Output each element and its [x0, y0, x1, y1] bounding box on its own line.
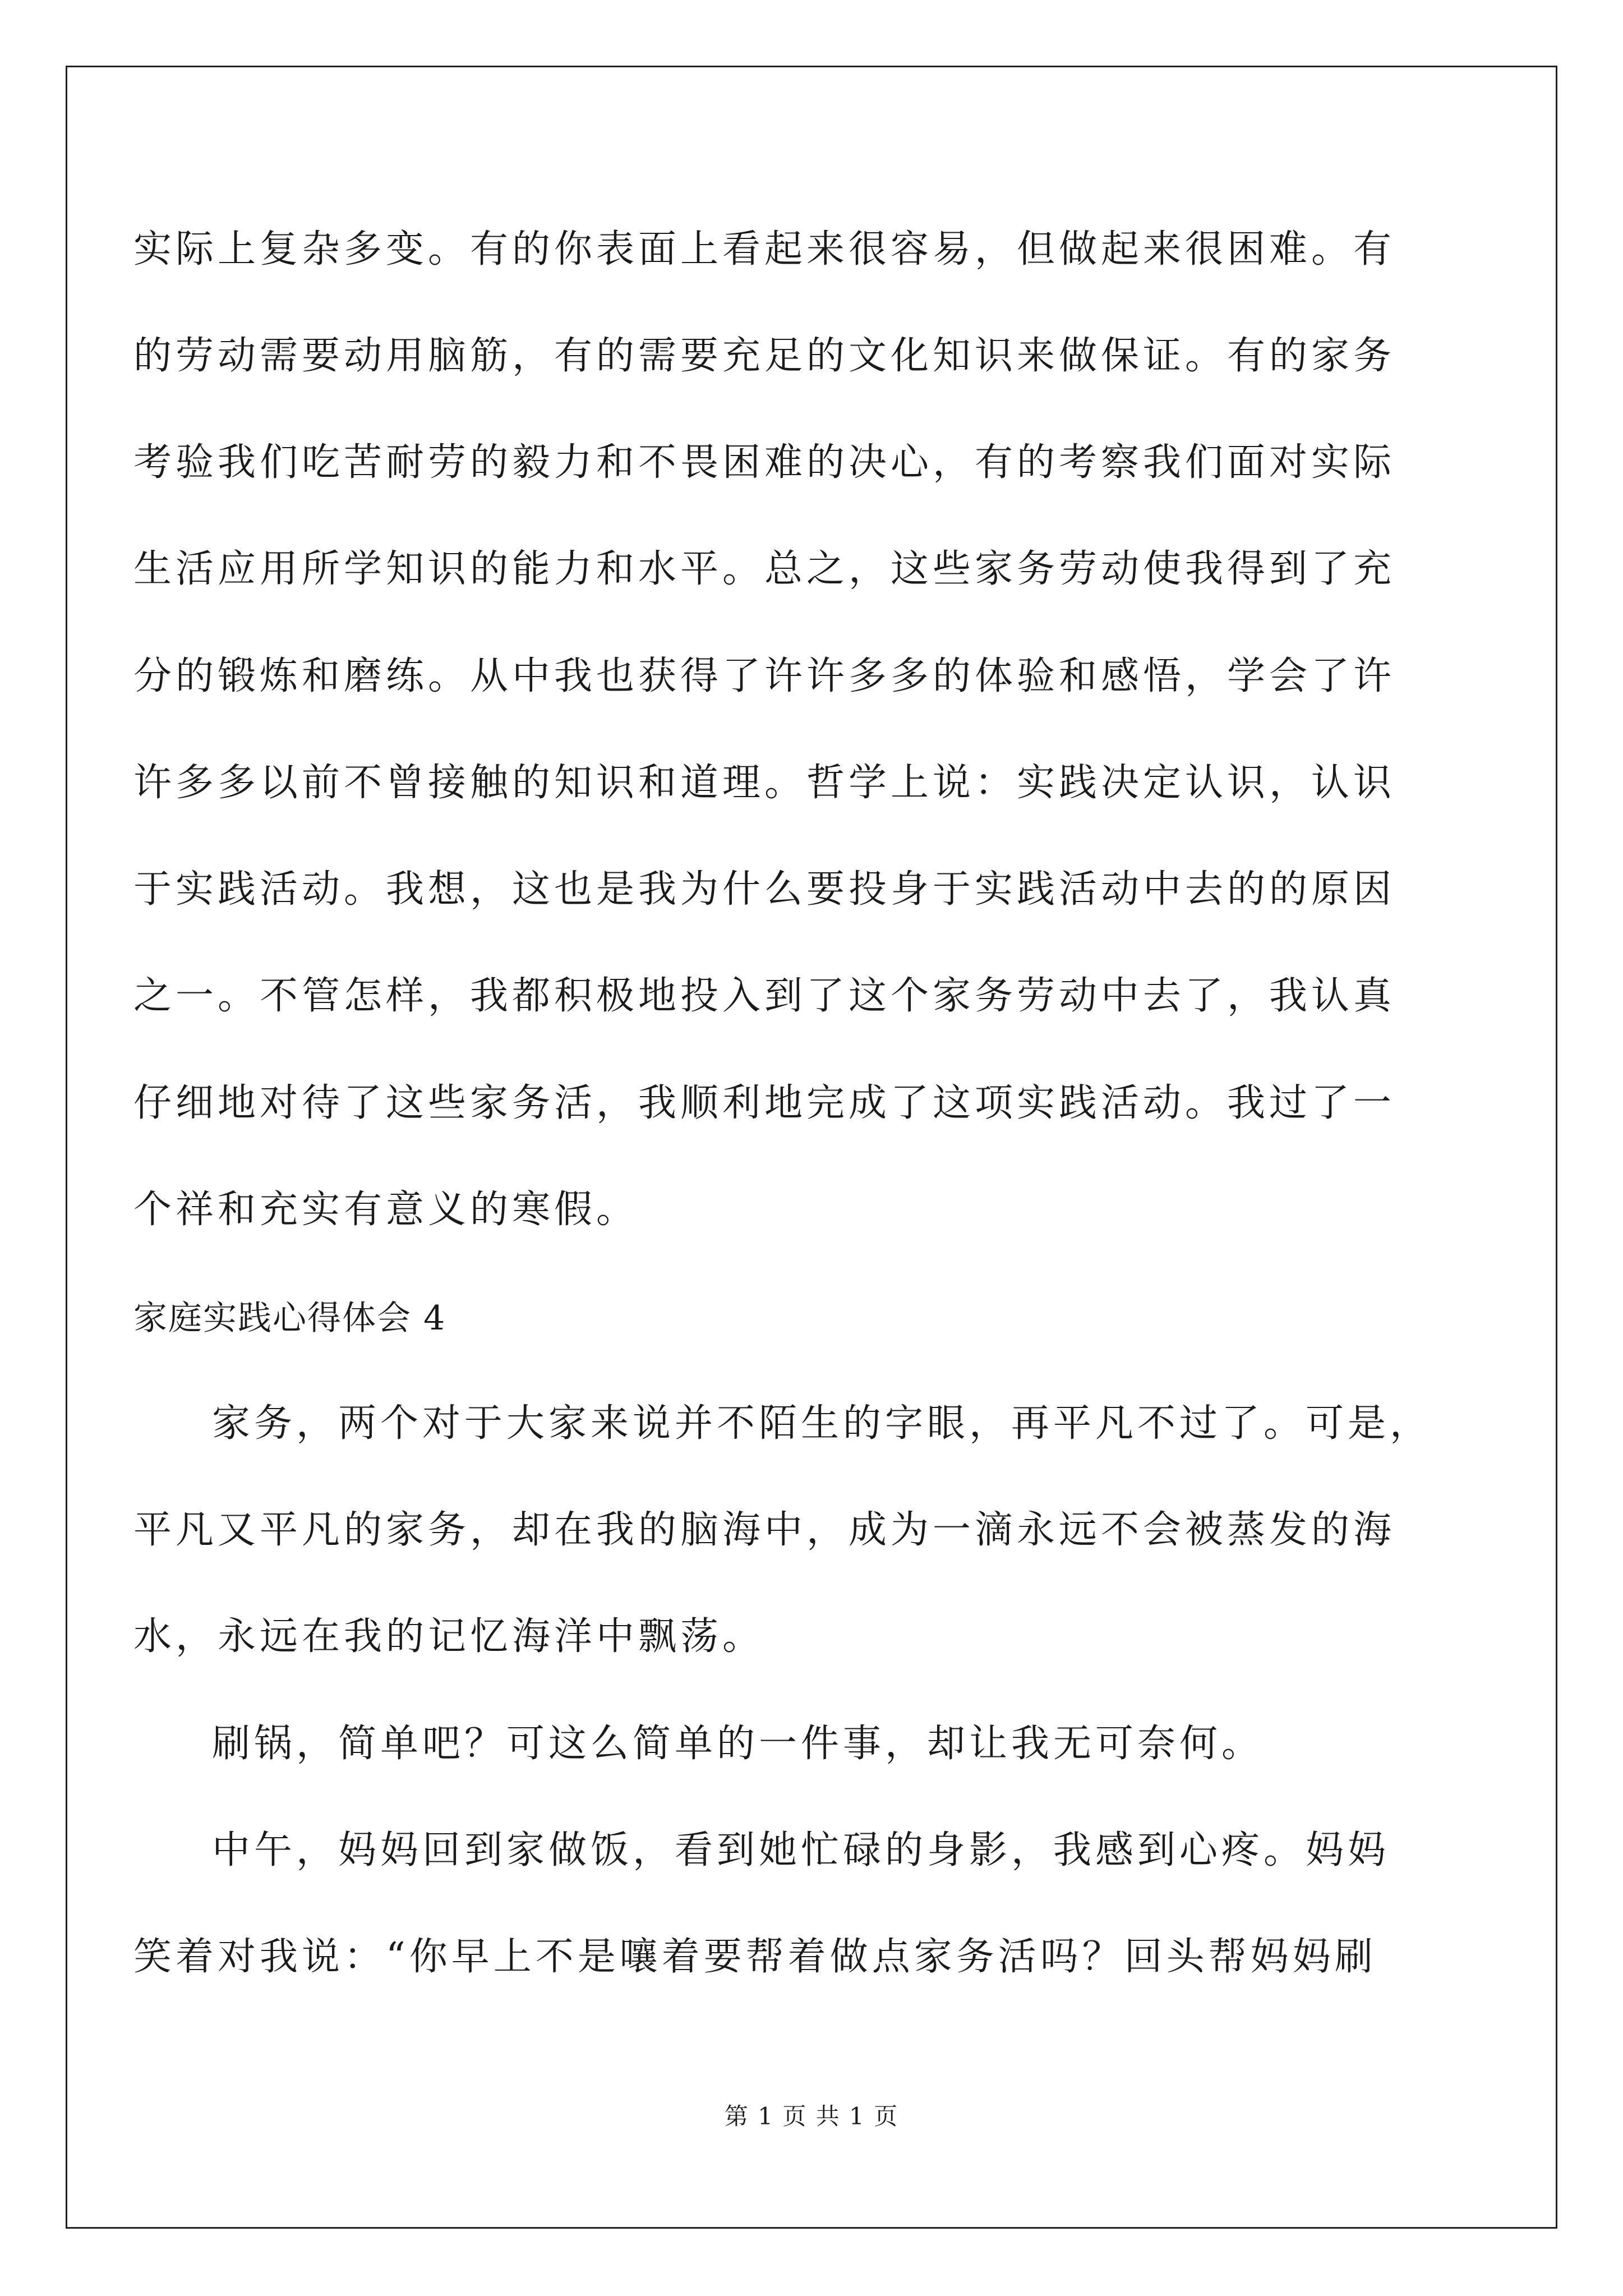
text-line: 仔细地对待了这些家务活，我顺利地完成了这项实践活动。我过了一: [133, 1081, 1396, 1125]
text-line: 许多多以前不曾接触的知识和道理。哲学上说：实践决定认识，认识: [133, 761, 1396, 805]
text-line: 个祥和充实有意义的寒假。: [133, 1188, 639, 1232]
text-line: 中午，妈妈回到家做饭，看到她忙碌的身影，我感到心疼。妈妈: [212, 1828, 1390, 1872]
text-line: 之一。不管怎样，我都积极地投入到了这个家务劳动中去了，我认真: [133, 974, 1396, 1018]
text-line: 考验我们吃苦耐劳的毅力和不畏困难的决心，有的考察我们面对实际: [133, 440, 1396, 485]
text-line: 刷锅，简单吧？可这么简单的一件事，却让我无可奈何。: [212, 1722, 1264, 1766]
text-line: 家务，两个对于大家来说并不陌生的字眼，再平凡不过了。可是，: [212, 1401, 1432, 1446]
text-line: 平凡又平凡的家务，却在我的脑海中，成为一滴永远不会被蒸发的海: [133, 1508, 1396, 1552]
page-border: [66, 66, 1557, 2229]
section-heading: 家庭实践心得体会 4: [133, 1299, 446, 1338]
text-line: 的劳动需要动用脑筋，有的需要充足的文化知识来做保证。有的家务: [133, 334, 1396, 378]
text-line: 于实践活动。我想，这也是我为什么要投身于实践活动中去的的原因: [133, 867, 1396, 912]
page-footer: 第 1 页 共 1 页: [724, 2102, 899, 2130]
text-line: 分的锻炼和磨练。从中我也获得了许许多多的体验和感悟，学会了许: [133, 654, 1396, 698]
text-line: 实际上复杂多变。有的你表面上看起来很容易，但做起来很困难。有: [133, 227, 1396, 272]
text-line: 生活应用所学知识的能力和水平。总之，这些家务劳动使我得到了充: [133, 547, 1396, 591]
text-line: 水，永远在我的记忆海洋中飘荡。: [133, 1614, 765, 1659]
text-line: 笑着对我说：“你早上不是嚷着要帮着做点家务活吗？回头帮妈妈刷: [133, 1935, 1377, 1979]
